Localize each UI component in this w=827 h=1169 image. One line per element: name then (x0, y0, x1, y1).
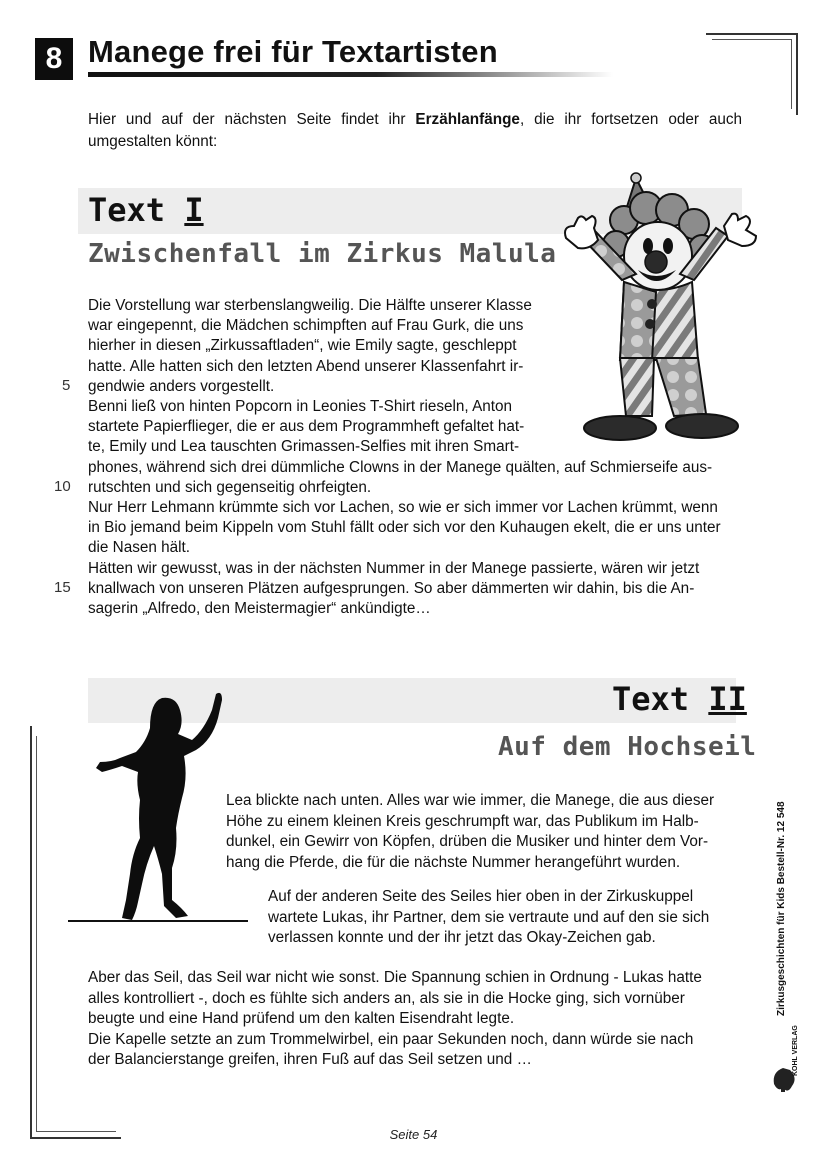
corner-frame-line (30, 726, 32, 1139)
text1-subtitle: Zwischenfall im Zirkus Malula (88, 239, 557, 269)
story-line: knallwach von unseren Plätzen aufgesprungen. So aber dämmerten wir dahin, bis die An- (88, 579, 695, 597)
story-line: sagerin „Alfredo, den Meistermagier“ ankündigte… (88, 600, 431, 618)
page-number: Seite 54 (389, 1127, 438, 1142)
corner-frame-line (796, 33, 798, 115)
story-line: phones, während sich drei dümmliche Clowns in der Manege quälten, auf Schmierseife aus- (88, 458, 713, 476)
text2-para2 (268, 887, 709, 949)
story-line: der Balancierstange greifen, ihren Fuß auf das Seil setzen und … (88, 1051, 532, 1068)
story-line: hang die Pferde, die für die nächste Nummer herangeführt wurden. (226, 853, 681, 871)
text2-heading (612, 680, 747, 718)
story-line: war eingepennt, die Mädchen schimpften auf Frau Gurk, die uns (88, 317, 524, 335)
publisher-logo (768, 1025, 799, 1094)
tightrope-line (68, 920, 248, 922)
intro-text-end: , die ihr fortsetzen oder auch umgestalten könnt: (88, 111, 742, 150)
story-line: Aber das Seil, das Seil war nicht wie sonst. Die Spannung schien in Ordnung - Lukas hatte (88, 969, 702, 986)
text2-label: Text (612, 680, 690, 718)
title-underline (88, 72, 613, 77)
story-line: Höhe zu einem kleinen Kreis geschrumpft war, das Publikum im Halb- (226, 812, 699, 830)
line-number: 5 (62, 377, 71, 394)
corner-frame-line (712, 39, 792, 40)
story-line: wartete Lukas, ihr Partner, dem sie vertraute und auf den sie sich (268, 908, 710, 926)
story-line: verlassen konnte und der ihr jetzt das Okay-Zeichen gab. (268, 929, 656, 946)
text1-label: Text (88, 191, 166, 229)
publisher-logo-text: KOHL VERLAG (792, 1025, 799, 1076)
side-imprint-text: Zirkusgeschichten für Kids Bestell-Nr. 12 548 (776, 801, 787, 1016)
story-line: Lea blickte nach unten. Alles war wie immer, die Manege, die aus dieser (226, 792, 715, 809)
story-line: gendwie anders vorgestellt. (88, 377, 275, 395)
story-line: alles kontrolliert -, doch es fühlte sich anders an, als sie in die Hocke ging, sich vornüber (88, 989, 685, 1007)
corner-frame-line (791, 39, 792, 109)
line-number: 10 (54, 478, 71, 495)
story-line: beugte und eine Hand prüfend um den kalten Eisendraht legte. (88, 1010, 515, 1027)
story-line: te, Emily und Lea tauschten Grimassen-Selfies mit ihren Smart- (88, 438, 520, 456)
text2-para1 (226, 791, 714, 873)
intro-text: Hier und auf der nächsten Seite findet ihr (88, 111, 416, 128)
text1-heading (88, 191, 204, 229)
story-line: in Bio jemand beim Kippeln vom Stuhl fällt oder sich vor den Kuhaugen ekelt, die er uns unter (88, 519, 721, 537)
intro-bold: Erzählanfänge (415, 111, 520, 128)
story-line: Benni ließ von hinten Popcorn in Leonies T-Shirt rieseln, Anton (88, 398, 513, 416)
story-line: Die Kapelle setzte an zum Trommelwirbel, ein paar Sekunden noch, dann würde sie nach (88, 1030, 694, 1048)
chapter-number-badge (35, 38, 73, 80)
corner-frame-line (706, 33, 798, 35)
story-line: startete Papierflieger, die er aus dem Programmheft gefaltet hat- (88, 418, 525, 436)
story-line: Nur Herr Lehmann krümmte sich vor Lachen, so wie er sich immer vor Lachen krümmt, wenn (88, 499, 718, 517)
text1-story (88, 296, 721, 619)
story-line: Hätten wir gewusst, was in der nächsten Nummer in der Manege passierte, wären wir jetzt (88, 559, 700, 577)
tightrope-walker-silhouette (92, 688, 232, 922)
text1-numeral: I (184, 191, 204, 229)
story-line: Auf der anderen Seite des Seiles hier oben in der Zirkuskuppel (268, 888, 694, 905)
intro-paragraph (88, 109, 742, 153)
story-line: Die Vorstellung war sterbenslangweilig. Die Hälfte unserer Klasse (88, 297, 532, 314)
text2-subtitle: Auf dem Hochseil (498, 732, 757, 762)
text2-para3 (88, 968, 702, 1071)
line-number: 15 (54, 579, 71, 596)
chapter-number: 8 (45, 42, 63, 75)
page-title: Manege frei für Textartisten (88, 34, 498, 69)
text2-numeral: II (708, 680, 747, 718)
story-line: die Nasen hält. (88, 539, 191, 557)
story-line: rutschten und sich gegenseitig ohrfeigten. (88, 478, 372, 496)
story-line: hatte. Alle hatten sich den letzten Abend unserer Klassenfahrt ir- (88, 357, 524, 375)
story-line: hierher in diesen „Zirkussaftladen“, wie Emily sagte, geschleppt (88, 337, 517, 355)
story-line: dunkel, ein Gewirr von Köpfen, drüben die Musiker und hinter dem Vor- (226, 833, 709, 850)
corner-frame-line (36, 736, 37, 1132)
